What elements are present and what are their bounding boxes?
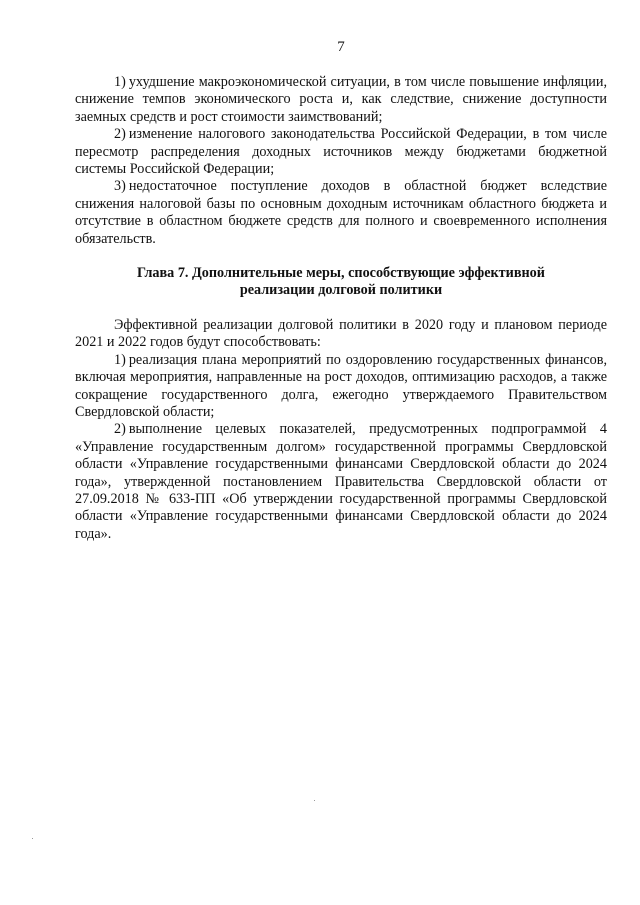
chapter-heading-line-2: реализации долговой политики [239, 282, 443, 299]
measure-item-text: реализация плана мероприятий по оздоровлению государственных финансов, включая мероприятия, направленные на рост доходов, оптимизацию расходов, а также сокращение государственного долга, ежегодно утверждаемого Правительством Свердловской области; [75, 351, 607, 421]
risk-item-number: 3) [114, 178, 126, 195]
risk-item-text: недостаточное поступление доходов в областной бюджет вследствие снижения налоговой базы по основным доходным источникам областного бюджета и отсутствие в областном бюджете средств для полного и своевременного исполнения обязательств. [75, 178, 607, 247]
risk-item-number: 2) [114, 126, 126, 143]
chapter-heading-line-1: Глава 7. Дополнительные меры, способствующие эффективной [137, 265, 545, 281]
measure-item-text: выполнение целевых показателей, предусмотренных подпрограммой 4 «Управление государственным долгом» государственной программы Свердловской области «Управление государственными финансами Свердловской области до 2024 года», утвержденной постановлением Правительства Свердловской области от 27.09.2018 № 633-ПП «Об утверждении государственной программы Свердловской области «Управление государственными финансами Свердловской области до 2024 года». [75, 421, 607, 542]
measure-item-number: 1) [114, 351, 126, 368]
risk-item-number: 1) [114, 74, 126, 90]
measures-section [75, 317, 607, 543]
measure-item-number: 2) [114, 421, 126, 438]
risk-item-text: изменение налогового законодательства Российской Федерации, в том числе пересмотр распределения доходных источников между бюджетами бюджетной системы Российской Федерации; [75, 126, 607, 178]
document-page [75, 0, 607, 905]
scan-speck [32, 838, 33, 839]
risks-list [75, 74, 607, 248]
scan-speck [314, 800, 315, 801]
measure-item-1 [75, 352, 607, 422]
measures-intro: Эффективной реализации долговой политики в 2020 году и плановом периоде 2021 и 2022 годов будут способствовать: [75, 317, 607, 351]
risk-item-3 [75, 178, 607, 248]
chapter-heading [75, 265, 607, 300]
risk-item-1 [75, 74, 607, 126]
measure-item-2 [75, 421, 607, 543]
risk-item-text: ухудшение макроэкономической ситуации, в том числе повышение инфляции, снижение темпов экономического роста и, как следствие, снижение доступности заемных средств и рост стоимости заимствований; [75, 74, 607, 125]
page-number: 7 [337, 39, 345, 55]
risk-item-2 [75, 126, 607, 178]
